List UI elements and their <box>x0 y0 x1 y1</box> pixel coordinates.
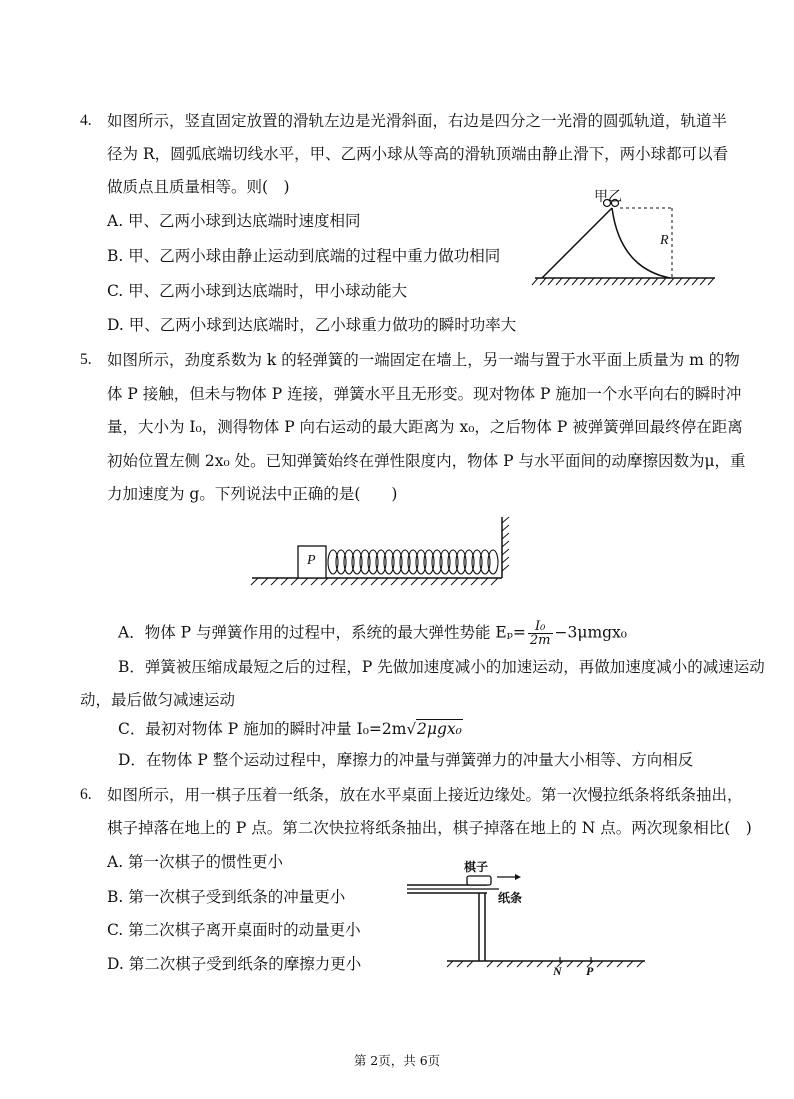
q4-track-figure <box>530 188 720 288</box>
q5-option-c: C．最初对物体 P 施加的瞬时冲量 I₀=2m√2μgx₀ <box>118 720 462 738</box>
q4-balls-label: 甲乙 <box>594 189 622 205</box>
q5-option-a-denominator: 2m <box>529 633 551 648</box>
q5-option-a-fraction <box>528 620 553 647</box>
q5-option-c-text: C．最初对物体 P 施加的瞬时冲量 I₀=2m <box>118 720 407 738</box>
q6-option-c: C. 第二次棋子离开桌面时的动量更小 <box>107 921 361 939</box>
question-number-5: 5. <box>80 351 92 368</box>
q6-piece-label: 棋子 <box>464 860 489 874</box>
q4-radius-label: R <box>660 233 669 248</box>
q4-option-a: A. 甲、乙两小球到达底端时速度相同 <box>107 212 361 230</box>
q5-spring-figure <box>248 515 513 587</box>
q6-stem-line1: 如图所示，用一棋子压着一纸条，放在水平桌面上接近边缘处。第一次慢拉纸条将纸条抽出， <box>107 786 743 804</box>
q5-stem-line1: 如图所示，劲度系数为 k 的轻弹簧的一端固定在墙上，另一端与置于水平面上质量为 m 的物 <box>107 351 740 369</box>
question-number-6: 6. <box>80 786 92 803</box>
q5-option-d: D．在物体 P 整个运动过程中，摩擦力的冲量与弹簧弹力的冲量大小相等、方向相反 <box>118 751 694 769</box>
q5-option-a <box>118 620 627 647</box>
q5-option-a-tail: −3μmgx₀ <box>554 623 628 642</box>
q6-option-b: B. 第一次棋子受到纸条的冲量更小 <box>107 888 346 906</box>
q4-option-d: D. 甲、乙两小球到达底端时，乙小球重力做功的瞬时功率大 <box>107 316 517 334</box>
page-footer: 第 2页，共 6页 <box>353 1053 441 1068</box>
q5-stem-line4: 初始位置左侧 2x₀ 处。已知弹簧始终在弹性限度内，物体 P 与水平面间的动摩擦因数为μ，重 <box>107 452 746 470</box>
q6-point-n-label: N <box>553 964 562 978</box>
q4-option-b: B. 甲、乙两小球由静止运动到底端的过程中重力做功相同 <box>107 247 501 265</box>
q5-block-label: P <box>307 553 316 568</box>
q5-option-a-text: A．物体 P 与弹簧作用的过程中，系统的最大弹性势能 Eₚ= <box>118 623 526 642</box>
q4-stem-line1: 如图所示，竖直固定放置的滑轨左边是光滑斜面，右边是四分之一光滑的圆弧轨道，轨道半 <box>107 112 728 130</box>
q5-stem-line5: 力加速度为 g。下列说法中正确的是( ) <box>107 485 398 503</box>
q4-option-c: C. 甲、乙两小球到达底端时，甲小球动能大 <box>107 282 408 300</box>
q5-option-b-line1: B．弹簧被压缩成最短之后的过程，P 先做加速度减小的加速运动，再做加速度减小的减速运动 <box>118 658 765 676</box>
q5-option-b-line2: 动，最后做匀减速运动 <box>80 691 236 709</box>
q5-option-a-numerator: I₀ <box>528 620 553 634</box>
q6-stem-line2: 棋子掉落在地上的 P 点。第二次快拉将纸条抽出，棋子掉落在地上的 N 点。两次现象相比( ) <box>107 819 752 837</box>
question-number-4: 4. <box>80 112 92 129</box>
q6-table-figure <box>405 855 685 980</box>
q5-option-c-radicand: 2μgx₀ <box>417 720 462 738</box>
q6-option-d: D. 第二次棋子受到纸条的摩擦力更小 <box>107 955 362 973</box>
q6-paper-label: 纸条 <box>498 891 523 905</box>
q5-stem-line2: 体 P 接触，但未与物体 P 连接，弹簧水平且无形变。现对物体 P 施加一个水平向右的瞬时冲 <box>107 385 742 403</box>
q4-stem-line2: 径为 R，圆弧底端切线水平，甲、乙两小球从等高的滑轨顶端由静止滑下，两小球都可以看 <box>107 145 729 163</box>
q6-point-p-label: P <box>586 964 594 978</box>
q6-option-a: A. 第一次棋子的惯性更小 <box>107 853 284 871</box>
q5-stem-line3: 量，大小为 I₀，测得物体 P 向右运动的最大距离为 x₀，之后物体 P 被弹簧弹回最终停在距离 <box>107 418 743 436</box>
q4-stem-line3: 做质点且质量相等。则( ) <box>107 178 290 196</box>
